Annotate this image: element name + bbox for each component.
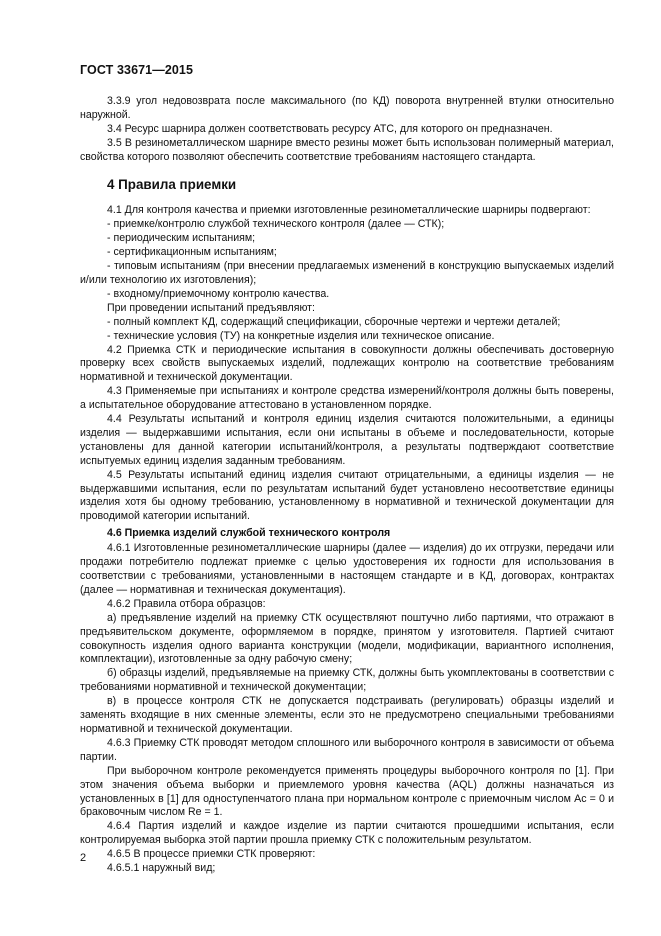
paragraph-3-4: 3.4 Ресурс шарнира должен соответствовать ресурсу АТС, для которого он предназначен. [107, 122, 553, 135]
list-item: б) образцы изделий, предъявляемые на приемку СТК, должны быть укомплектованы в соответствии с требованиями нормативной и технической документации; [80, 667, 614, 694]
paragraph-4-6-5: 4.6.5 В процессе приемки СТК проверяют: [107, 848, 316, 861]
paragraph-4-6-4: 4.6.4 Партия изделий и каждое изделие из партии считаются прошедшими испытания, если контролируемая выборка этой партии прошла приемку СТК с положительным результатом. [80, 820, 614, 847]
list-item: - входному/приемочному контролю качества. [107, 287, 330, 300]
page-number: 2 [80, 852, 87, 864]
paragraph-4-6-5-1: 4.6.5.1 наружный вид; [107, 862, 216, 875]
paragraph-4-5: 4.5 Результаты испытаний единиц изделия считают отрицательными, а единицы изделия — не выдержавшими испытания, если по результатам испытаний будет установлено несоответствие единицы изделия хотя бы одному требованию, установленному в нормативной и технической документации для проводимой категории испытаний. [80, 468, 614, 523]
paragraph-4-6-1: 4.6.1 Изготовленные резинометаллические шарниры (далее — изделия) до их отгрузки, передачи или продажи потребителю подлежат приемке с целью удостоверения их годности для использования в соответствии с требованиями, установленными в настоящем стандарте и в КД, договорах, контрактах (далее — нормативная и техническая документация). [80, 542, 614, 596]
document-body [80, 95, 614, 876]
paragraph-3-3-9: 3.3.9 угол недовозврата после максимального (по КД) поворота внутренней втулки относительно наружной. [80, 95, 614, 121]
subsection-4-6-title: 4.6 Приемка изделий службой технического контроля [107, 527, 391, 540]
paragraph-4-2: 4.2 Приемка СТК и периодические испытания в совокупности должны обеспечивать достоверную проверку всех свойств выпускаемых изделий, подлежащих контролю на соответствие требованиям нормативной и технической документации. [80, 343, 614, 384]
paragraph-4-3: 4.3 Применяемые при испытаниях и контроле средства измерений/контроля должны быть поверены, а испытательное оборудование аттестовано в установленном порядке. [80, 385, 614, 412]
list-item: - приемке/контролю службой технического контроля (далее — СТК); [107, 218, 445, 231]
list-item: - полный комплект КД, содержащий спецификации, сборочные чертежи и чертежи деталей; [107, 315, 561, 328]
paragraph-4-6-2: 4.6.2 Правила отбора образцов: [107, 597, 266, 610]
paragraph-4-4: 4.4 Результаты испытаний и контроля единиц изделия считаются положительными, а единицы изделия — выдержавшими испытания, если они испытаны в объеме и последовательности, которые установлены для данной категории испытаний/контроля, а результаты подтверждают соответствие испытуемых единиц изделия заданным требованиям. [80, 413, 614, 467]
list-item: а) предъявление изделий на приемку СТК осуществляют поштучно либо партиями, что отражают в предъявительском документе, оформляемом в порядке, принятом у изготовителя. Партией считают совокупность изделия одного варианта конструкции (модели, модификации, вариантного исполнения, комплектации), изготовленные за одну рабочую смену; [80, 611, 614, 666]
list-item: в) в процессе контроля СТК не допускается подстраивать (регулировать) образцы изделий и заменять входящие в них сменные элементы, если это не предусмотрено специальными требованиями нормативной и технической документации. [80, 695, 614, 735]
section-4-title: 4 Правила приемки [107, 176, 237, 192]
paragraph-4-1: 4.1 Для контроля качества и приемки изготовленные резинометаллические шарниры подвергают: [107, 204, 591, 217]
paragraph-sampling: При выборочном контроле рекомендуется применять процедуры выборочного контроля по [1]. При этом значения объема выборки и приемлемого уровня качества (AQL) должны назначаться из установленных в [1] для одноступенчатого плана при нормальном контроле с приемочным числом Ac = 0 и браковочным числом Re = 1. [80, 764, 614, 819]
paragraph-4-6-3: 4.6.3 Приемку СТК проводят методом сплошного или выборочного контроля в зависимости от объема партии. [80, 736, 614, 763]
paragraph-presented: При проведении испытаний предъявляют: [107, 301, 315, 314]
document-code-header: ГОСТ 33671—2015 [80, 63, 194, 77]
list-item: - технические условия (ТУ) на конкретные изделия или техническое описание. [107, 329, 495, 342]
list-item: - периодическим испытаниям; [107, 232, 256, 245]
paragraph-3-5: 3.5 В резинометаллическом шарнире вместо резины может быть использован полимерный материал, свойства которого позволяют обеспечить соответствие требованиям настоящего стандарта. [80, 136, 614, 163]
list-item: - типовым испытаниям (при внесении предлагаемых изменений в конструкцию выпускаемых изделий и/или технологию их изготовления); [80, 260, 614, 286]
list-item: - сертификационным испытаниям; [107, 246, 277, 259]
